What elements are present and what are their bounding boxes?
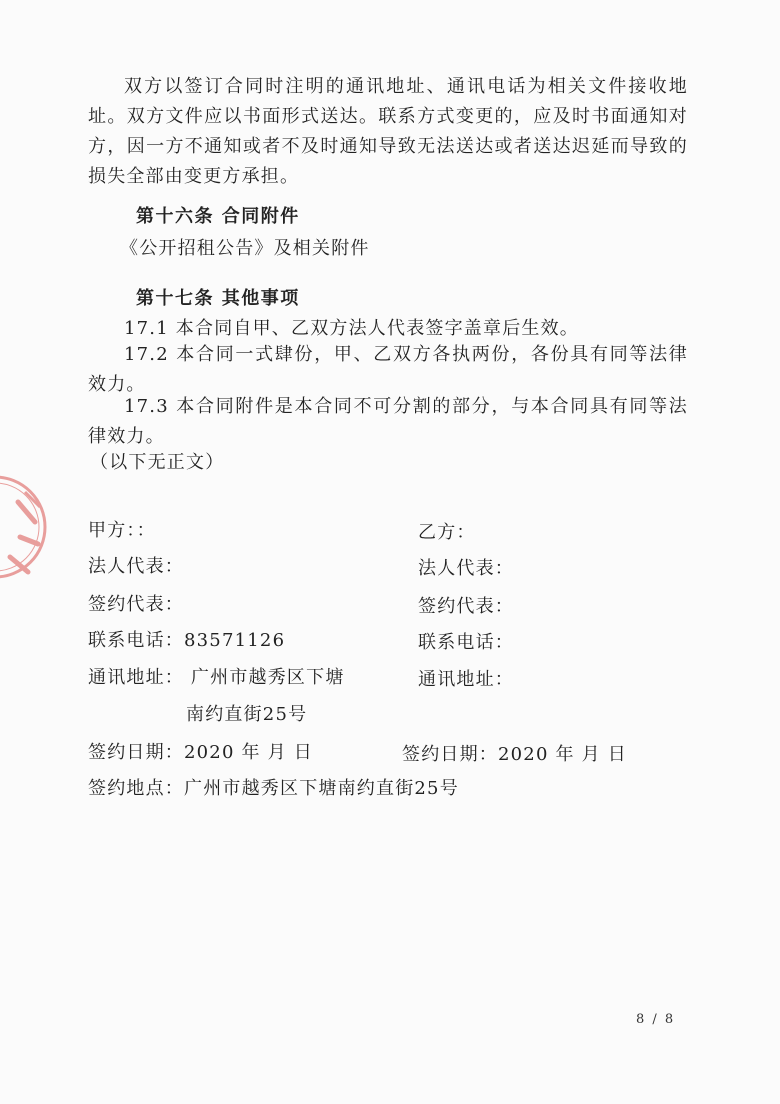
company-seal-icon <box>0 462 50 592</box>
clause-16-content: 《公开招租公告》及相关附件 <box>120 238 370 259</box>
party-b-phone: 联系电话： <box>418 632 514 653</box>
party-a-signing-rep: 签约代表： <box>88 594 184 615</box>
party-a-legal-rep: 法人代表： <box>88 556 184 577</box>
clause-15-paragraph: 双方以签订合同时注明的通讯地址、通讯电话为相关文件接收地址。双方文件应以书面形式送达。联系方式变更的，应及时书面通知对方，因一方不通知或者不及时通知导致无法送达或者送达迟延而导致的损失全部由变更方承担。 <box>88 76 688 187</box>
party-b-legal-rep: 法人代表： <box>418 558 514 579</box>
party-a-phone: 联系电话：83571126 <box>88 630 286 651</box>
clause-17-item-2: 17.2 本合同一式肆份，甲、乙双方各执两份，各份具有同等法律效力。 <box>88 344 688 395</box>
party-b-signing-rep: 签约代表： <box>418 596 514 617</box>
clause-16-heading: 第十六条 合同附件 <box>136 206 300 227</box>
party-a-address-line-2: 南约直街25号 <box>186 704 308 725</box>
page-number: 8 / 8 <box>636 1012 676 1027</box>
sign-location: 签约地点：广州市越秀区下塘南约直街25号 <box>88 778 459 799</box>
clause-17-item-1: 17.1 本合同自甲、乙双方法人代表签字盖章后生效。 <box>124 318 579 339</box>
party-a-label: 甲方：： <box>88 520 156 541</box>
end-of-text-note: （以下无正文） <box>90 452 225 473</box>
party-a-address-line-1: 通讯地址： 广州市越秀区下塘 <box>88 667 345 688</box>
clause-17-item-3: 17.3 本合同附件是本合同不可分割的部分，与本合同具有同等法律效力。 <box>88 396 688 447</box>
party-a-sign-date: 签约日期：2020 年 月 日 <box>88 742 313 763</box>
clause-17-heading: 第十七条 其他事项 <box>136 288 300 309</box>
party-b-label: 乙方： <box>418 522 476 543</box>
party-b-sign-date: 签约日期：2020 年 月 日 <box>402 744 627 765</box>
party-b-address: 通讯地址： <box>418 669 514 690</box>
